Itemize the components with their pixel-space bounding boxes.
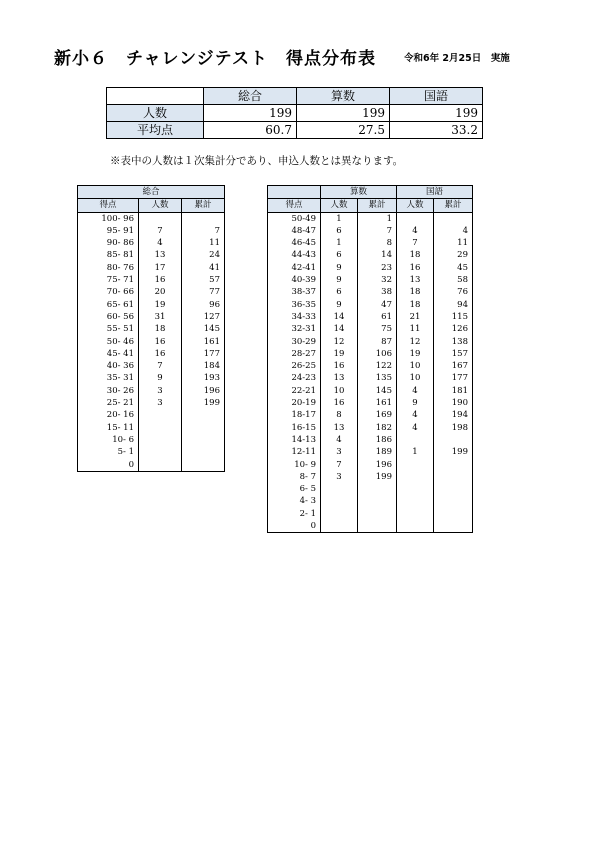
summary-row-label: 人数 xyxy=(107,105,204,122)
total-column-header-row xyxy=(78,199,225,212)
table-row xyxy=(78,299,225,311)
table-cell: 38-37 xyxy=(268,286,321,298)
table-cell: 177 xyxy=(182,348,225,360)
table-cell: 16 xyxy=(397,262,434,274)
table-cell: 194 xyxy=(434,409,473,421)
subject-column-header-row xyxy=(268,199,473,212)
table-cell: 199 xyxy=(434,446,473,458)
col-header-score: 得点 xyxy=(78,199,139,212)
table-cell: 96 xyxy=(182,299,225,311)
table-cell: 186 xyxy=(358,434,397,446)
table-cell: 9 xyxy=(321,274,358,286)
col-header-math-count: 人数 xyxy=(321,199,358,212)
table-cell: 50- 46 xyxy=(78,336,139,348)
table-cell xyxy=(182,409,225,421)
table-row xyxy=(268,385,473,397)
table-cell: 14 xyxy=(321,323,358,335)
table-cell: 36-35 xyxy=(268,299,321,311)
table-cell: 7 xyxy=(139,360,182,372)
table-cell: 1 xyxy=(397,446,434,458)
table-cell: 3 xyxy=(321,446,358,458)
table-cell: 167 xyxy=(434,360,473,372)
table-cell: 18 xyxy=(139,323,182,335)
table-cell: 85- 81 xyxy=(78,249,139,261)
table-cell: 11 xyxy=(182,237,225,249)
table-cell: 14 xyxy=(321,311,358,323)
table-cell: 13 xyxy=(397,274,434,286)
table-cell: 17 xyxy=(139,262,182,274)
table-cell: 40-39 xyxy=(268,274,321,286)
table-cell: 7 xyxy=(321,459,358,471)
table-row xyxy=(268,459,473,471)
table-cell: 87 xyxy=(358,336,397,348)
table-row xyxy=(78,348,225,360)
table-cell: 61 xyxy=(358,311,397,323)
table-cell: 10- 9 xyxy=(268,459,321,471)
table-cell: 169 xyxy=(358,409,397,421)
table-cell: 76 xyxy=(434,286,473,298)
table-cell: 12 xyxy=(397,336,434,348)
table-cell: 13 xyxy=(139,249,182,261)
table-cell: 106 xyxy=(358,348,397,360)
table-cell: 100- 96 xyxy=(78,212,139,225)
table-cell: 10- 6 xyxy=(78,434,139,446)
table-cell: 6- 5 xyxy=(268,483,321,495)
table-row xyxy=(78,274,225,286)
table-cell: 193 xyxy=(182,372,225,384)
table-cell: 35- 31 xyxy=(78,372,139,384)
table-cell: 28-27 xyxy=(268,348,321,360)
table-cell xyxy=(358,508,397,520)
table-row xyxy=(78,397,225,409)
table-cell: 18 xyxy=(397,249,434,261)
table-cell: 157 xyxy=(434,348,473,360)
table-cell xyxy=(434,434,473,446)
table-cell: 182 xyxy=(358,422,397,434)
table-cell xyxy=(182,422,225,434)
summary-cell: 199 xyxy=(390,105,483,122)
table-cell: 189 xyxy=(358,446,397,458)
table-cell: 11 xyxy=(397,323,434,335)
table-cell xyxy=(139,459,182,472)
table-row xyxy=(268,237,473,249)
summary-header-total: 総合 xyxy=(204,88,297,105)
table-cell: 3 xyxy=(321,471,358,483)
table-cell: 16 xyxy=(139,274,182,286)
table-row xyxy=(78,225,225,237)
table-cell: 184 xyxy=(182,360,225,372)
table-cell: 198 xyxy=(434,422,473,434)
table-cell: 7 xyxy=(182,225,225,237)
table-row xyxy=(268,520,473,533)
table-cell: 4 xyxy=(397,385,434,397)
table-row xyxy=(268,397,473,409)
table-row xyxy=(78,409,225,421)
table-cell: 126 xyxy=(434,323,473,335)
table-cell: 16 xyxy=(139,336,182,348)
subject-distribution-table xyxy=(267,185,473,533)
table-cell xyxy=(434,471,473,483)
table-cell: 181 xyxy=(434,385,473,397)
table-cell: 161 xyxy=(358,397,397,409)
table-cell: 9 xyxy=(321,299,358,311)
summary-row-count xyxy=(107,105,483,122)
table-row xyxy=(268,409,473,421)
table-row xyxy=(78,237,225,249)
summary-cell: 27.5 xyxy=(297,122,390,139)
table-cell xyxy=(358,520,397,533)
summary-row-average xyxy=(107,122,483,139)
col-header-score: 得点 xyxy=(268,199,321,212)
table-cell: 50-49 xyxy=(268,212,321,225)
table-row xyxy=(268,360,473,372)
table-cell: 4 xyxy=(321,434,358,446)
col-header-math-cumulative: 累計 xyxy=(358,199,397,212)
footnote: ※表中の人数は１次集計分であり、申込人数とは異なります。 xyxy=(110,155,404,167)
table-cell: 25- 21 xyxy=(78,397,139,409)
table-cell: 6 xyxy=(321,286,358,298)
table-cell: 22-21 xyxy=(268,385,321,397)
col-header-cumulative: 累計 xyxy=(182,199,225,212)
table-cell: 58 xyxy=(434,274,473,286)
table-cell: 60- 56 xyxy=(78,311,139,323)
table-cell: 4 xyxy=(139,237,182,249)
table-cell: 1 xyxy=(358,212,397,225)
col-header-japanese-cumulative: 累計 xyxy=(434,199,473,212)
summary-header-math: 算数 xyxy=(297,88,390,105)
table-cell xyxy=(139,446,182,458)
table-cell: 26-25 xyxy=(268,360,321,372)
japanese-group-header: 国語 xyxy=(397,186,473,199)
table-cell: 1 xyxy=(321,212,358,225)
table-cell xyxy=(321,495,358,507)
table-row xyxy=(268,311,473,323)
table-cell: 6 xyxy=(321,249,358,261)
table-cell: 199 xyxy=(182,397,225,409)
table-row xyxy=(268,495,473,507)
table-cell: 19 xyxy=(397,348,434,360)
table-cell: 4- 3 xyxy=(268,495,321,507)
table-cell xyxy=(321,508,358,520)
summary-table xyxy=(106,87,483,139)
table-cell xyxy=(139,212,182,225)
total-group-header-row xyxy=(78,186,225,199)
table-cell xyxy=(397,459,434,471)
table-cell: 24 xyxy=(182,249,225,261)
table-cell: 41 xyxy=(182,262,225,274)
table-cell: 2- 1 xyxy=(268,508,321,520)
table-cell: 18-17 xyxy=(268,409,321,421)
table-cell: 80- 76 xyxy=(78,262,139,274)
page-title: 新小６ チャレンジテスト 得点分布表 xyxy=(54,49,376,69)
table-cell: 145 xyxy=(358,385,397,397)
table-cell: 16-15 xyxy=(268,422,321,434)
table-cell: 32 xyxy=(358,274,397,286)
table-cell: 190 xyxy=(434,397,473,409)
table-cell: 122 xyxy=(358,360,397,372)
table-row xyxy=(268,471,473,483)
table-cell: 4 xyxy=(434,225,473,237)
table-cell xyxy=(358,495,397,507)
table-cell: 21 xyxy=(397,311,434,323)
table-cell: 20- 16 xyxy=(78,409,139,421)
total-group-header: 総合 xyxy=(78,186,225,199)
table-cell: 7 xyxy=(358,225,397,237)
table-cell: 13 xyxy=(321,422,358,434)
table-cell: 8- 7 xyxy=(268,471,321,483)
table-cell: 4 xyxy=(397,409,434,421)
table-row xyxy=(268,348,473,360)
table-cell: 138 xyxy=(434,336,473,348)
summary-cell: 199 xyxy=(204,105,297,122)
table-cell xyxy=(397,508,434,520)
table-row xyxy=(78,459,225,472)
table-row xyxy=(78,422,225,434)
table-row xyxy=(268,299,473,311)
table-cell: 9 xyxy=(139,372,182,384)
table-row xyxy=(268,323,473,335)
table-cell xyxy=(139,422,182,434)
col-header-count: 人数 xyxy=(139,199,182,212)
table-cell xyxy=(182,434,225,446)
table-cell: 18 xyxy=(397,286,434,298)
table-row xyxy=(268,434,473,446)
table-row xyxy=(78,336,225,348)
math-group-header: 算数 xyxy=(321,186,397,199)
table-row xyxy=(268,249,473,261)
summary-header-japanese: 国語 xyxy=(390,88,483,105)
table-cell xyxy=(182,446,225,458)
table-cell: 177 xyxy=(434,372,473,384)
table-cell: 5- 1 xyxy=(78,446,139,458)
table-row xyxy=(268,286,473,298)
table-cell xyxy=(182,212,225,225)
table-cell xyxy=(139,409,182,421)
table-cell: 94 xyxy=(434,299,473,311)
table-cell: 70- 66 xyxy=(78,286,139,298)
table-cell: 127 xyxy=(182,311,225,323)
table-row xyxy=(268,212,473,225)
table-cell: 31 xyxy=(139,311,182,323)
table-cell: 44-43 xyxy=(268,249,321,261)
table-cell: 135 xyxy=(358,372,397,384)
table-cell: 1 xyxy=(321,237,358,249)
table-cell: 48-47 xyxy=(268,225,321,237)
table-row xyxy=(78,212,225,225)
table-cell: 13 xyxy=(321,372,358,384)
subject-table-body xyxy=(268,212,473,533)
table-cell: 7 xyxy=(397,237,434,249)
table-row xyxy=(78,286,225,298)
table-cell: 3 xyxy=(139,397,182,409)
table-cell: 4 xyxy=(397,422,434,434)
table-cell: 16 xyxy=(321,397,358,409)
table-cell: 90- 86 xyxy=(78,237,139,249)
table-cell: 29 xyxy=(434,249,473,261)
table-cell: 0 xyxy=(268,520,321,533)
table-row xyxy=(268,336,473,348)
table-cell: 14-13 xyxy=(268,434,321,446)
table-cell xyxy=(321,483,358,495)
table-cell: 19 xyxy=(139,299,182,311)
summary-header-row xyxy=(107,88,483,105)
table-cell: 10 xyxy=(397,360,434,372)
table-cell: 9 xyxy=(321,262,358,274)
table-cell: 57 xyxy=(182,274,225,286)
table-cell: 16 xyxy=(321,360,358,372)
table-cell: 34-33 xyxy=(268,311,321,323)
table-cell: 16 xyxy=(139,348,182,360)
table-cell: 196 xyxy=(182,385,225,397)
table-cell: 12-11 xyxy=(268,446,321,458)
table-cell: 145 xyxy=(182,323,225,335)
table-cell xyxy=(182,459,225,472)
table-cell: 196 xyxy=(358,459,397,471)
table-cell: 6 xyxy=(321,225,358,237)
table-cell: 199 xyxy=(358,471,397,483)
table-cell: 30-29 xyxy=(268,336,321,348)
table-cell: 3 xyxy=(139,385,182,397)
table-cell: 65- 61 xyxy=(78,299,139,311)
table-cell: 10 xyxy=(321,385,358,397)
table-cell: 23 xyxy=(358,262,397,274)
table-cell: 4 xyxy=(397,225,434,237)
table-cell: 77 xyxy=(182,286,225,298)
exam-date: 令和6年 2月25日 実施 xyxy=(404,53,510,64)
table-cell xyxy=(434,459,473,471)
subject-corner-cell xyxy=(268,186,321,199)
table-cell xyxy=(434,483,473,495)
table-cell: 24-23 xyxy=(268,372,321,384)
table-cell xyxy=(397,495,434,507)
table-cell xyxy=(397,520,434,533)
table-cell xyxy=(434,212,473,225)
table-cell: 15- 11 xyxy=(78,422,139,434)
table-cell xyxy=(397,483,434,495)
table-cell: 11 xyxy=(434,237,473,249)
table-row xyxy=(78,446,225,458)
total-table-body xyxy=(78,212,225,471)
table-row xyxy=(268,483,473,495)
summary-corner-cell xyxy=(107,88,204,105)
table-cell: 45- 41 xyxy=(78,348,139,360)
table-row xyxy=(268,225,473,237)
table-cell: 55- 51 xyxy=(78,323,139,335)
col-header-japanese-count: 人数 xyxy=(397,199,434,212)
summary-row-label: 平均点 xyxy=(107,122,204,139)
table-cell xyxy=(434,520,473,533)
table-cell: 19 xyxy=(321,348,358,360)
table-row xyxy=(268,422,473,434)
table-cell: 20-19 xyxy=(268,397,321,409)
table-cell xyxy=(321,520,358,533)
table-row xyxy=(78,262,225,274)
summary-cell: 60.7 xyxy=(204,122,297,139)
table-cell: 42-41 xyxy=(268,262,321,274)
table-row xyxy=(78,249,225,261)
table-row xyxy=(78,372,225,384)
table-cell: 38 xyxy=(358,286,397,298)
table-cell xyxy=(397,434,434,446)
table-cell xyxy=(434,495,473,507)
table-cell: 8 xyxy=(321,409,358,421)
table-cell: 7 xyxy=(139,225,182,237)
table-cell: 20 xyxy=(139,286,182,298)
table-cell xyxy=(434,508,473,520)
table-cell: 75- 71 xyxy=(78,274,139,286)
table-cell: 30- 26 xyxy=(78,385,139,397)
table-row xyxy=(268,446,473,458)
total-distribution-table xyxy=(77,185,225,472)
table-row xyxy=(78,434,225,446)
table-cell: 47 xyxy=(358,299,397,311)
table-row xyxy=(268,508,473,520)
table-cell: 10 xyxy=(397,372,434,384)
table-row xyxy=(78,360,225,372)
table-cell: 115 xyxy=(434,311,473,323)
table-cell xyxy=(139,434,182,446)
subject-group-header-row xyxy=(268,186,473,199)
table-cell: 32-31 xyxy=(268,323,321,335)
table-row xyxy=(78,311,225,323)
table-row xyxy=(268,262,473,274)
table-cell: 12 xyxy=(321,336,358,348)
table-row xyxy=(78,323,225,335)
table-cell: 161 xyxy=(182,336,225,348)
table-cell: 8 xyxy=(358,237,397,249)
table-cell: 46-45 xyxy=(268,237,321,249)
table-cell xyxy=(358,483,397,495)
summary-cell: 33.2 xyxy=(390,122,483,139)
table-row xyxy=(78,385,225,397)
table-cell: 0 xyxy=(78,459,139,472)
table-cell: 75 xyxy=(358,323,397,335)
table-cell xyxy=(397,212,434,225)
table-cell: 40- 36 xyxy=(78,360,139,372)
table-cell: 9 xyxy=(397,397,434,409)
table-cell: 95- 91 xyxy=(78,225,139,237)
table-row xyxy=(268,372,473,384)
table-cell: 18 xyxy=(397,299,434,311)
table-row xyxy=(268,274,473,286)
summary-cell: 199 xyxy=(297,105,390,122)
table-cell: 14 xyxy=(358,249,397,261)
table-cell: 45 xyxy=(434,262,473,274)
table-cell xyxy=(397,471,434,483)
